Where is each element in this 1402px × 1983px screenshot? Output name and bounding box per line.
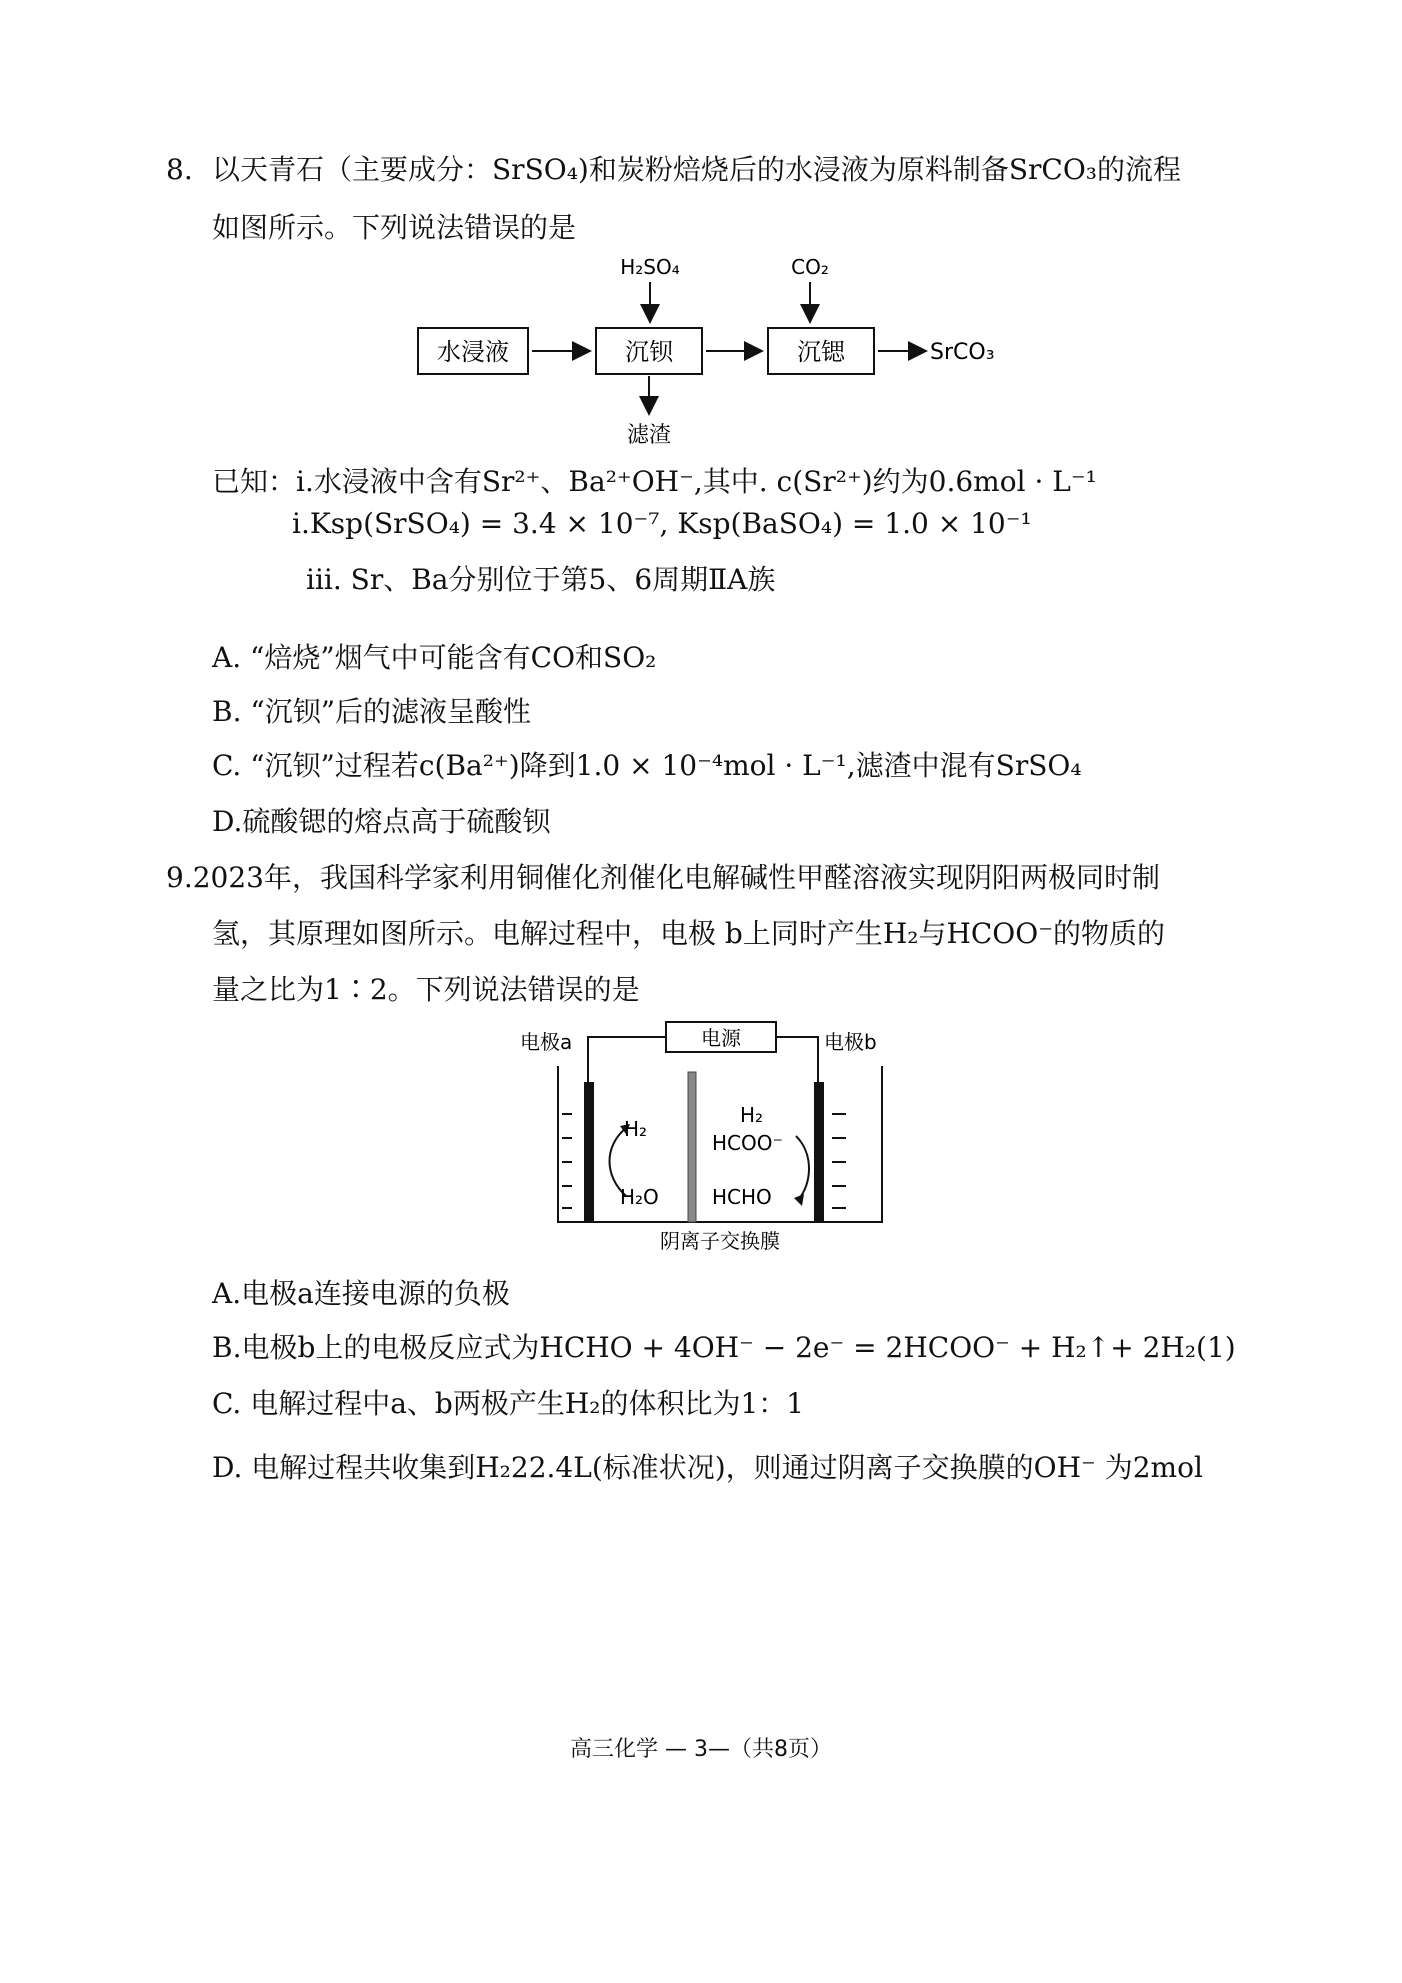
page-footer: 高三化学 — 3—（共8页）: [570, 1737, 832, 1762]
q8-option-c: C. “沉钡”过程若c(Ba²⁺)降到1.0 × 10⁻⁴mol · L⁻¹,滤渣中混有SrSO₄: [212, 749, 1082, 782]
electrode-b-label: 电极b: [824, 1030, 877, 1054]
anion-exchange-membrane: [688, 1072, 696, 1222]
q8-reagent-co2: CO₂: [791, 255, 829, 279]
q9-stem-line1: 9.2023年，我国科学家利用铜催化剂催化电解碱性甲醛溶液实现阴阳两极同时制: [166, 861, 1160, 894]
q8-residue: 滤渣: [626, 423, 672, 448]
power-source-label: 电源: [701, 1026, 741, 1050]
electrode-a-label: 电极a: [520, 1030, 573, 1054]
right-hcho: HCHO: [712, 1185, 772, 1209]
q8-known-2: i.Ksp(SrSO₄) = 3.4 × 10⁻⁷, Ksp(BaSO₄) = 1.0 × 10⁻¹: [292, 507, 1032, 540]
right-hcoo: HCOO⁻: [712, 1131, 784, 1155]
q8-option-d: D.硫酸锶的熔点高于硫酸钡: [212, 805, 551, 838]
left-h2o: H₂O: [620, 1185, 659, 1209]
right-h2: H₂: [740, 1103, 764, 1127]
q9-option-a: A.电极a连接电源的负极: [212, 1277, 510, 1310]
q8-number: 8.: [166, 153, 193, 186]
electrode-b: [814, 1082, 824, 1222]
svg-text:沉锶: 沉锶: [797, 338, 845, 366]
q8-stem-line1: 以天青石（主要成分：SrSO₄)和炭粉焙烧后的水浸液为原料制备SrCO₃的流程: [212, 153, 1182, 186]
q9-option-c: C. 电解过程中a、b两极产生H₂的体积比为1：1: [212, 1387, 805, 1420]
svg-text:沉钡: 沉钡: [625, 338, 673, 366]
electrode-a: [584, 1082, 594, 1222]
q9-stem-line3: 量之比为1∶2。下列说法错误的是: [212, 973, 640, 1006]
left-h2: H₂: [624, 1117, 648, 1141]
q8-known-3: iii. Sr、Ba分别位于第5、6周期ⅡA族: [306, 563, 776, 596]
q8-option-a: A. “焙烧”烟气中可能含有CO和SO₂: [212, 641, 657, 674]
q9-cell-diagram: [516, 1016, 896, 1256]
q8-product: SrCO₃: [930, 340, 995, 365]
q8-reagent-h2so4: H₂SO₄: [620, 255, 680, 279]
q8-known-1: 已知：i.水浸液中含有Sr²⁺、Ba²⁺OH⁻,其中. c(Sr²⁺)约为0.6mol · L⁻¹: [212, 465, 1097, 498]
q8-flow-diagram: [410, 250, 1010, 450]
q9-option-b: B.电极b上的电极反应式为HCHO + 4OH⁻ − 2e⁻ = 2HCOO⁻ + H₂↑+ 2H₂(1): [212, 1331, 1236, 1364]
membrane-label: 阴离子交换膜: [660, 1229, 780, 1253]
q9-stem-line2: 氢，其原理如图所示。电解过程中，电极 b上同时产生H₂与HCOO⁻的物质的: [212, 917, 1166, 950]
q8-stem-line2: 如图所示。下列说法错误的是: [212, 211, 577, 244]
q8-option-b: B. “沉钡”后的滤液呈酸性: [212, 695, 532, 728]
svg-text:水浸液: 水浸液: [437, 338, 509, 366]
q9-option-d: D. 电解过程共收集到H₂22.4L(标准状况)，则通过阴离子交换膜的OH⁻ 为2mol: [212, 1451, 1203, 1484]
